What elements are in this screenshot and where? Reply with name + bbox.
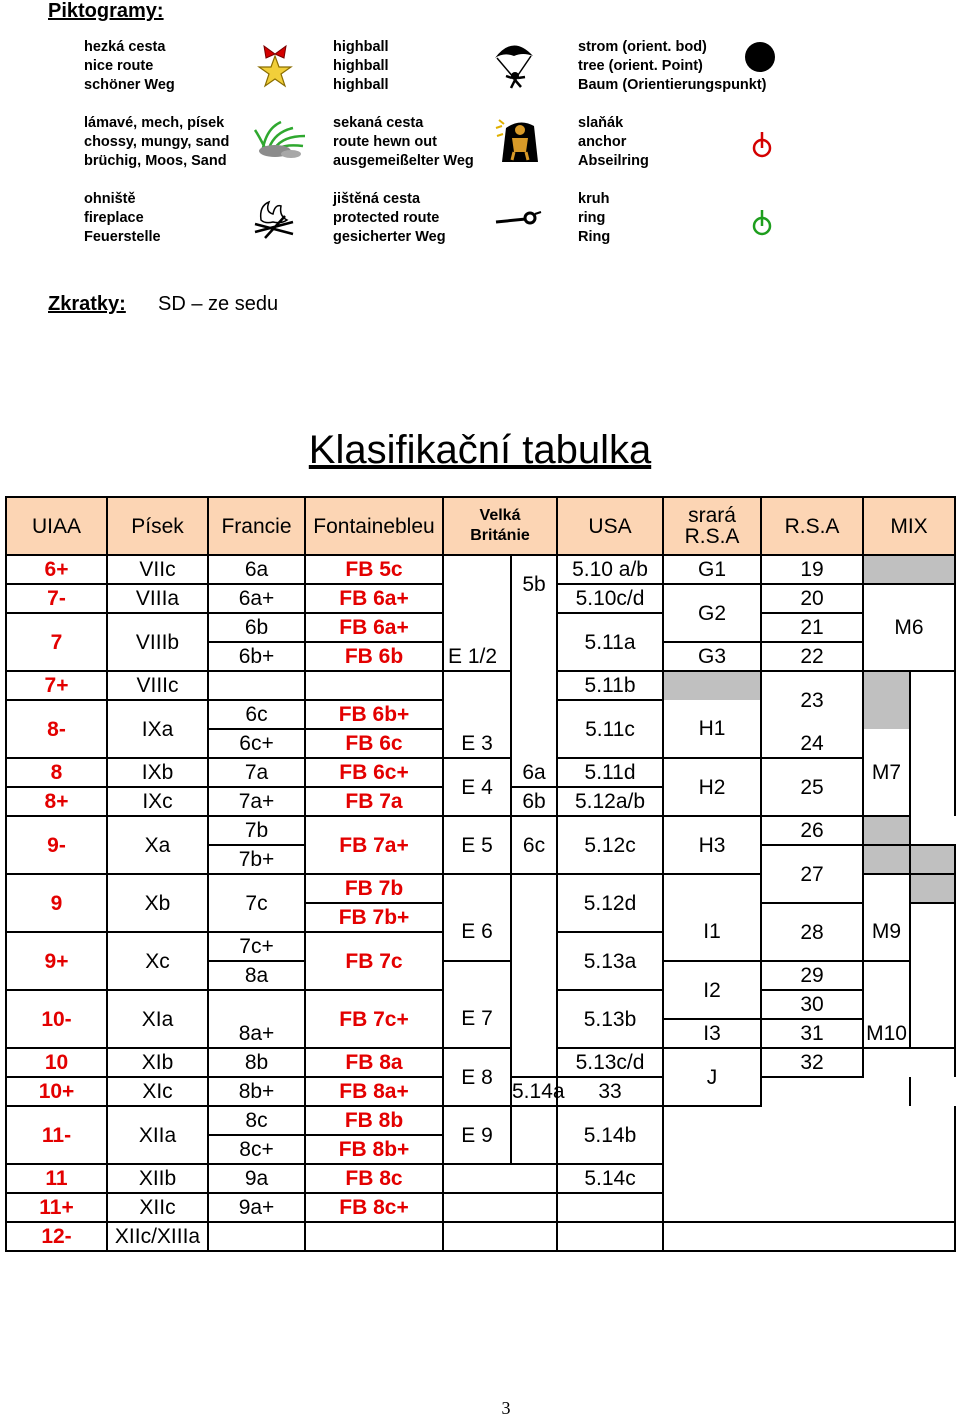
picto-fireplace xyxy=(84,190,161,247)
picto-line: highball xyxy=(333,58,389,74)
uiaa-cell: 10+ xyxy=(6,1077,107,1106)
picto-nice-route xyxy=(84,38,175,95)
mix-empty-cell xyxy=(863,874,910,903)
blank-area-cell xyxy=(663,1222,955,1251)
pisek-cell: XIa xyxy=(107,990,208,1048)
header-uiaa: UIAA xyxy=(6,497,107,555)
e-empty-cell xyxy=(443,961,511,990)
moss-grass-icon xyxy=(253,118,309,160)
rsa-cell: 28 xyxy=(761,903,863,961)
header-vb-line2: Británie xyxy=(470,527,530,544)
rsa-cell: 19 xyxy=(761,555,863,584)
header-velka-britanie xyxy=(443,497,557,555)
header-mix: MIX xyxy=(863,497,955,555)
francie-cell: 6a+ xyxy=(208,584,305,613)
usa-cell: 5.13a xyxy=(557,932,663,990)
picto-line: route hewn out xyxy=(333,134,437,150)
e-cell: E 3 xyxy=(443,729,511,758)
mix-gray-cell xyxy=(863,816,910,845)
vbtech-cell: 6c xyxy=(511,816,557,874)
picto-line: jištěná cesta xyxy=(333,191,421,207)
francie-cell: 6b+ xyxy=(208,642,305,671)
e-cell: E 7 xyxy=(443,990,511,1048)
mix-empty-cell xyxy=(761,1077,910,1106)
mix-gray-cell xyxy=(863,671,910,700)
mix-empty-cell xyxy=(910,903,955,1048)
usa-cell: 5.14c xyxy=(557,1164,663,1193)
francie-cell: 7c+ xyxy=(208,932,305,961)
e-empty-cell xyxy=(443,1222,557,1251)
uiaa-cell: 10- xyxy=(6,990,107,1048)
table-row xyxy=(6,1222,955,1251)
picto-line: highball xyxy=(333,39,389,55)
font-cell: FB 7c+ xyxy=(305,990,443,1048)
blank-area-cell xyxy=(663,1106,955,1222)
rsa-cell: 31 xyxy=(761,1019,863,1048)
srara-gray-cell xyxy=(663,671,761,700)
picto-line: highball xyxy=(333,77,389,93)
rsa-cell: 21 xyxy=(761,613,863,642)
font-cell: FB 7b xyxy=(305,874,443,903)
pictograms-title: Piktogramy: xyxy=(48,0,164,22)
font-cell: FB 6b xyxy=(305,642,443,671)
font-cell: FB 7a+ xyxy=(305,816,443,874)
rsa-cell: 29 xyxy=(761,961,863,990)
font-cell: FB 8b xyxy=(305,1106,443,1135)
mix-gray-cell xyxy=(863,700,910,729)
picto-line: kruh xyxy=(578,191,610,207)
rsa-cell: 25 xyxy=(761,758,863,816)
font-cell: FB 6b+ xyxy=(305,700,443,729)
picto-line: gesicherter Weg xyxy=(333,229,446,245)
rsa-cell: 24 xyxy=(761,729,863,758)
usa-cell: 5.11a xyxy=(557,613,663,671)
e-cell: E 9 xyxy=(443,1106,511,1164)
font-cell: FB 5c xyxy=(305,555,443,584)
usa-cell: 5.11d xyxy=(557,758,663,787)
mix-empty-cell xyxy=(863,990,910,1019)
pisek-cell: Xc xyxy=(107,932,208,990)
picto-line: tree (orient. Point) xyxy=(578,58,703,74)
usa-cell: 5.10c/d xyxy=(557,584,663,613)
e-cell: E 4 xyxy=(443,758,511,816)
picto-line: slaňák xyxy=(578,115,624,131)
picto-line: Ring xyxy=(578,229,611,245)
mix-cell: M10 xyxy=(863,1019,910,1048)
francie-cell: 7b+ xyxy=(208,845,305,874)
mix-gray-cell xyxy=(863,845,910,874)
e-cell: E 8 xyxy=(443,1048,511,1106)
table-row xyxy=(6,990,955,1019)
srara-cell: H2 xyxy=(663,758,761,816)
e-empty-cell xyxy=(443,874,511,903)
table-row xyxy=(6,1106,955,1135)
picto-line: lámavé, mech, písek xyxy=(84,115,225,131)
header-srara-line2: R.S.A xyxy=(684,525,740,548)
mix-cell: M6 xyxy=(863,584,955,671)
picto-line: brüchig, Moos, Sand xyxy=(84,153,227,169)
vbtech-empty-cell xyxy=(511,1106,557,1164)
uiaa-cell: 11 xyxy=(6,1164,107,1193)
francie-cell: 9a xyxy=(208,1164,305,1193)
font-cell: FB 7c xyxy=(305,932,443,990)
picto-tree xyxy=(578,38,767,95)
mix-gray-cell xyxy=(910,874,955,903)
pisek-cell: VIIIa xyxy=(107,584,208,613)
picto-ring xyxy=(578,190,610,247)
header-francie: Francie xyxy=(208,497,305,555)
page-number: 3 xyxy=(501,1398,511,1418)
francie-cell: 7c xyxy=(208,874,305,932)
black-dot-icon xyxy=(744,41,776,73)
francie-cell: 8a+ xyxy=(208,1019,305,1048)
francie-empty-cell xyxy=(208,990,305,1019)
francie-cell: 6b xyxy=(208,613,305,642)
picto-protected xyxy=(333,190,446,247)
table-header-row xyxy=(6,497,955,555)
pisek-cell: XIIc xyxy=(107,1193,208,1222)
font-cell: FB 6a+ xyxy=(305,613,443,642)
francie-cell: 8c+ xyxy=(208,1135,305,1164)
picto-highball xyxy=(333,38,389,95)
francie-cell: 6c+ xyxy=(208,729,305,758)
table-row xyxy=(6,758,955,787)
pisek-cell: VIIIc xyxy=(107,671,208,700)
francie-empty-cell xyxy=(208,671,305,700)
rsa-cell: 20 xyxy=(761,584,863,613)
srara-cell: H1 xyxy=(663,700,761,758)
header-rsa: R.S.A xyxy=(761,497,863,555)
e-empty-cell xyxy=(443,555,511,642)
mix-gray-cell xyxy=(910,845,955,874)
picto-line: ausgemeißelter Weg xyxy=(333,153,474,169)
srara-cell: I3 xyxy=(663,1019,761,1048)
font-cell: FB 7b+ xyxy=(305,903,443,932)
picto-line: sekaná cesta xyxy=(333,115,424,131)
francie-cell: 8c xyxy=(208,1106,305,1135)
pisek-cell: IXb xyxy=(107,758,208,787)
uiaa-cell: 9 xyxy=(6,874,107,932)
font-cell: FB 6c xyxy=(305,729,443,758)
header-srara xyxy=(663,497,761,555)
pisek-cell: IXa xyxy=(107,700,208,758)
usa-cell: 5.12d xyxy=(557,874,663,932)
pisek-cell: Xa xyxy=(107,816,208,874)
header-usa: USA xyxy=(557,497,663,555)
usa-cell: 5.14a xyxy=(511,1077,557,1106)
mix-empty-cell xyxy=(863,1048,955,1077)
header-srara-line1: srará xyxy=(688,504,736,527)
picto-line: Feuerstelle xyxy=(84,229,161,245)
srara-cell: G2 xyxy=(663,584,761,642)
rsa-cell: 32 xyxy=(761,1048,863,1077)
e-empty-cell xyxy=(443,1164,557,1193)
srara-empty-cell xyxy=(663,874,761,903)
red-anchor-icon xyxy=(750,130,774,160)
rsa-cell: 26 xyxy=(761,816,863,845)
pisek-cell: XIIb xyxy=(107,1164,208,1193)
srara-cell: I2 xyxy=(663,961,761,1019)
chiseled-figure-icon xyxy=(494,116,544,166)
srara-cell: J xyxy=(663,1048,761,1106)
vbtech-cell: 6b xyxy=(511,787,557,816)
header-fontainebleu: Fontainebleu xyxy=(305,497,443,555)
parachute-icon xyxy=(492,38,538,90)
mix-cell: M9 xyxy=(863,903,910,961)
picto-line: ohniště xyxy=(84,191,136,207)
usa-empty-cell xyxy=(557,1193,663,1222)
table-row xyxy=(6,816,955,845)
mix-cell: M7 xyxy=(863,729,910,816)
picto-line: hezká cesta xyxy=(84,39,166,55)
francie-cell: 7a+ xyxy=(208,787,305,816)
e-cell: E 5 xyxy=(443,816,511,874)
vbtech-empty-cell xyxy=(511,700,557,758)
usa-cell: 5.13c/d xyxy=(557,1048,663,1077)
rsa-cell: 23 xyxy=(761,671,863,729)
font-cell: FB 6c+ xyxy=(305,758,443,787)
font-cell: FB 6a+ xyxy=(305,584,443,613)
srara-cell: I1 xyxy=(663,903,761,961)
pisek-cell: Xb xyxy=(107,874,208,932)
picto-line: chossy, mungy, sand xyxy=(84,134,230,150)
francie-empty-cell xyxy=(208,1222,305,1251)
uiaa-cell: 8- xyxy=(6,700,107,758)
picto-line: anchor xyxy=(578,134,627,150)
francie-cell: 7a xyxy=(208,758,305,787)
usa-cell: 5.13b xyxy=(557,990,663,1048)
uiaa-cell: 7- xyxy=(6,584,107,613)
vbtech-cell: 5b xyxy=(511,555,557,613)
mix-empty-cell xyxy=(863,961,910,990)
picto-hewn xyxy=(333,114,474,171)
usa-cell: 5.12a/b xyxy=(557,787,663,816)
usa-cell: 5.14b xyxy=(557,1106,663,1164)
pisek-cell: XIIc/XIIIa xyxy=(107,1222,208,1251)
picto-anchor xyxy=(578,114,649,171)
uiaa-cell: 7+ xyxy=(6,671,107,700)
vbtech-empty-cell xyxy=(511,613,557,700)
bolt-pin-icon xyxy=(494,208,544,230)
header-pisek: Písek xyxy=(107,497,208,555)
e-empty-cell xyxy=(443,671,511,729)
table-row xyxy=(6,671,955,700)
font-cell: FB 8c xyxy=(305,1164,443,1193)
srara-cell: G1 xyxy=(663,555,761,584)
font-empty-cell xyxy=(305,1222,443,1251)
uiaa-cell: 11+ xyxy=(6,1193,107,1222)
uiaa-cell: 8+ xyxy=(6,787,107,816)
uiaa-cell: 12- xyxy=(6,1222,107,1251)
pisek-cell: XIIa xyxy=(107,1106,208,1164)
e-cell: E 1/2 xyxy=(443,642,511,671)
star-ribbon-icon xyxy=(254,40,296,92)
uiaa-cell: 7 xyxy=(6,613,107,671)
usa-cell: 5.11c xyxy=(557,700,663,758)
vbtech-empty-cell xyxy=(511,874,557,1077)
header-vb-line1: Velká xyxy=(479,507,521,524)
pisek-cell: XIb xyxy=(107,1048,208,1077)
pisek-cell: IXc xyxy=(107,787,208,816)
srara-cell: H3 xyxy=(663,816,761,874)
picto-line: Abseilring xyxy=(578,153,649,169)
table-row xyxy=(6,1048,955,1077)
font-cell: FB 8c+ xyxy=(305,1193,443,1222)
rsa-cell: 27 xyxy=(761,845,863,903)
francie-cell: 8b+ xyxy=(208,1077,305,1106)
uiaa-cell: 11- xyxy=(6,1106,107,1164)
uiaa-cell: 9+ xyxy=(6,932,107,990)
francie-cell: 6a xyxy=(208,555,305,584)
rsa-cell: 22 xyxy=(761,642,863,671)
font-empty-cell xyxy=(305,671,443,700)
picto-line: nice route xyxy=(84,58,154,74)
mix-gray-cell xyxy=(863,555,955,584)
uiaa-cell: 6+ xyxy=(6,555,107,584)
abbrev-label: Zkratky: xyxy=(48,293,126,315)
uiaa-cell: 10 xyxy=(6,1048,107,1077)
picto-chossy xyxy=(84,114,229,171)
table-row xyxy=(6,555,955,584)
picto-line: schöner Weg xyxy=(84,77,175,93)
pisek-cell: VIIc xyxy=(107,555,208,584)
usa-cell: 5.12c xyxy=(557,816,663,874)
e-cell: E 6 xyxy=(443,903,511,961)
francie-cell: 9a+ xyxy=(208,1193,305,1222)
campfire-icon xyxy=(251,200,297,240)
uiaa-cell: 8 xyxy=(6,758,107,787)
e-empty-cell xyxy=(443,1193,557,1222)
font-cell: FB 7a xyxy=(305,787,443,816)
mix-empty-cell xyxy=(910,671,955,816)
font-cell: FB 8b+ xyxy=(305,1135,443,1164)
francie-cell: 8b xyxy=(208,1048,305,1077)
usa-cell: 5.10 a/b xyxy=(557,555,663,584)
francie-cell: 6c xyxy=(208,700,305,729)
font-cell: FB 8a+ xyxy=(305,1077,443,1106)
francie-cell: 8a xyxy=(208,961,305,990)
green-ring-icon xyxy=(750,208,774,238)
picto-line: Baum (Orientierungspunkt) xyxy=(578,77,767,93)
francie-cell: 7b xyxy=(208,816,305,845)
picto-line: fireplace xyxy=(84,210,144,226)
usa-cell: 5.11b xyxy=(557,671,663,700)
picto-line: ring xyxy=(578,210,606,226)
grades-table xyxy=(5,496,956,1252)
picto-line: strom (orient. bod) xyxy=(578,39,707,55)
pisek-cell: VIIIb xyxy=(107,613,208,671)
font-cell: FB 8a xyxy=(305,1048,443,1077)
pisek-cell: XIc xyxy=(107,1077,208,1106)
table-title-text: Klasifikační tabulka xyxy=(308,428,652,472)
vbtech-cell: 6a xyxy=(511,758,557,787)
table-title xyxy=(0,428,960,473)
uiaa-cell: 9- xyxy=(6,816,107,874)
rsa-cell: 33 xyxy=(557,1077,663,1106)
srara-cell: G3 xyxy=(663,642,761,671)
picto-line: protected route xyxy=(333,210,440,226)
rsa-cell: 30 xyxy=(761,990,863,1019)
usa-empty-cell xyxy=(557,1222,663,1251)
abbrev-text: SD – ze sedu xyxy=(158,293,279,315)
